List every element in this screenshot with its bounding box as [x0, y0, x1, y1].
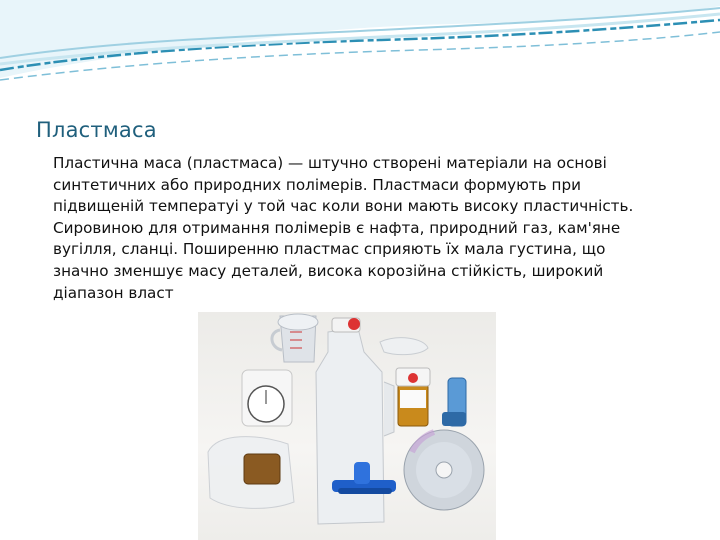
pill-bottle-image	[396, 368, 430, 426]
plastic-items-photo	[198, 312, 496, 540]
kitchen-timer-image	[242, 370, 292, 426]
slide-title: Пластмаса	[36, 118, 157, 142]
inhaler-image	[442, 378, 466, 426]
compact-disc-image	[404, 430, 484, 510]
plastic-bag-image	[208, 437, 294, 509]
plastic-items-illustration	[198, 312, 496, 540]
slide-paragraph: Пластична маса (пластмаса) — штучно створені матеріали на основі синтетичних або природних полімерів. Пластмаси формують при підвищеній температуі у той час коли вони мають високу пластичність. Сировиною для отримання полімерів є нафта, природний газ, кам'яне вугілля, сланці. Поширенню пластмас сприяють їх мала густина, що значно зменшує масу деталей, висока корозійна стійкість, широкий діапазон власт	[53, 154, 634, 302]
measuring-cup-image	[272, 314, 318, 362]
decorative-wave-header	[0, 0, 720, 90]
